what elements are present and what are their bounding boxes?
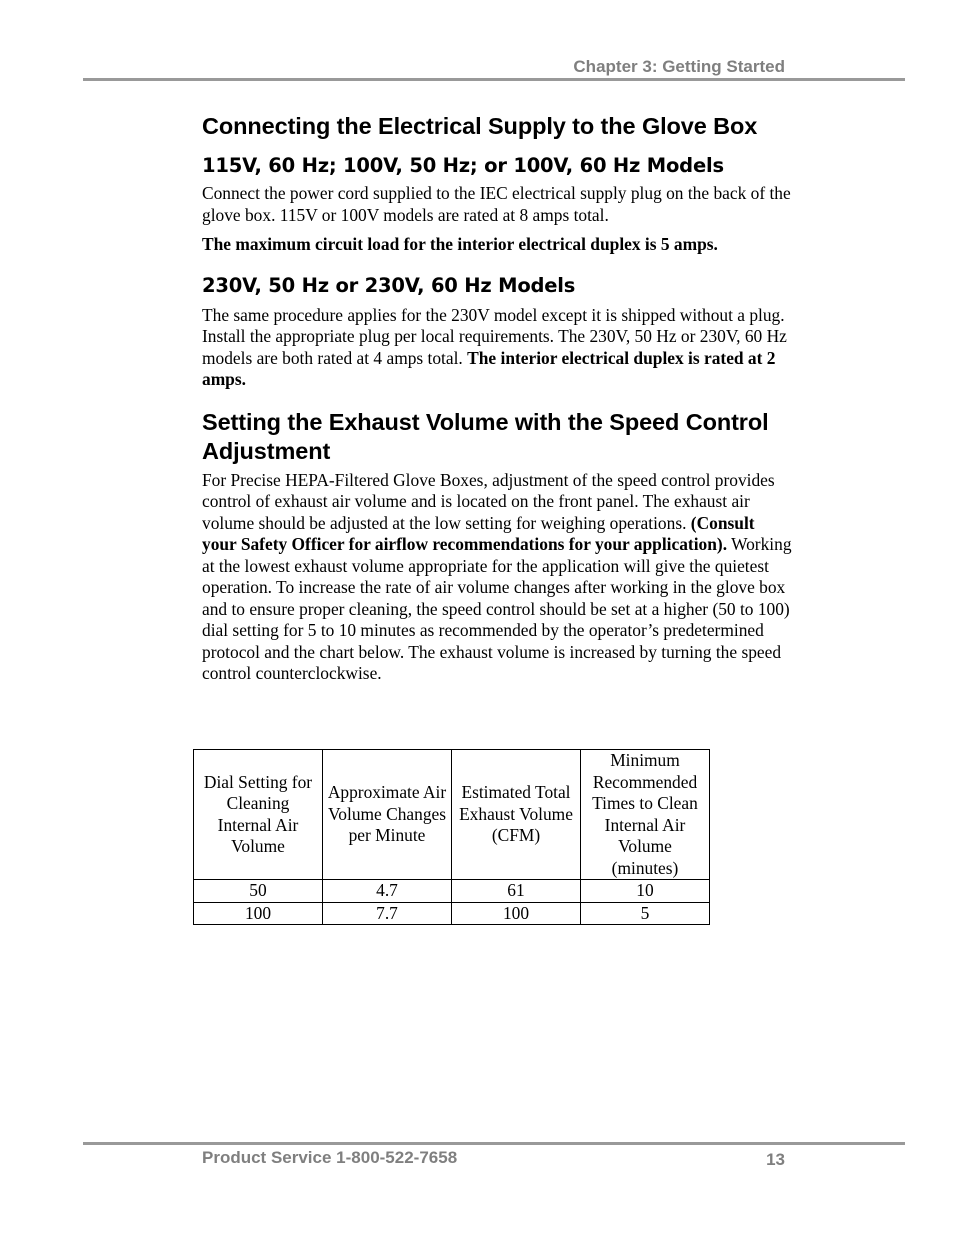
main-content	[202, 108, 792, 685]
product-service-phone: Product Service 1-800-522-7658	[202, 1148, 458, 1167]
paragraph-exhaust-b: Working at the lowest exhaust volume appropriate for the application will give the quietest operation. To increase the rate of air volume changes after working in the glove box and to ensure proper cleaning, the speed control should be set at a higher (50 to 100) dial setting for 5 to 10 minutes as recommended by the operator’s predetermined protocol and the chart below. The exhaust volume is increased by turning the speed control counterclockwise.	[202, 534, 792, 683]
section-title-electrical: Connecting the Electrical Supply to the Glove Box	[202, 113, 758, 139]
paragraph-230v	[202, 305, 792, 391]
footer-rule	[83, 1142, 905, 1145]
table-header-cell: Minimum Recommended Times to Clean Internal Air Volume (minutes)	[581, 750, 710, 880]
section-title-exhaust: Setting the Exhaust Volume with the Speed Control Adjustment	[202, 408, 769, 464]
table-header-cell: Estimated Total Exhaust Volume (CFM)	[452, 750, 581, 880]
subsection-title-115v: 115V, 60 Hz; 100V, 50 Hz; or 100V, 60 Hz Models	[202, 154, 724, 177]
table-row	[194, 880, 710, 903]
paragraph-exhaust	[202, 470, 792, 685]
paragraph-exhaust-a: For Precise HEPA-Filtered Glove Boxes, adjustment of the speed control provides control of exhaust air volume and is located on the front panel. The exhaust air volume should be adjusted at the low setting for weighing operations.	[202, 469, 775, 533]
paragraph-230v-bold: The interior electrical duplex is rated at 2 amps.	[202, 347, 776, 389]
table-header-cell: Dial Setting for Cleaning Internal Air Volume	[194, 750, 323, 880]
table-cell: 4.7	[323, 880, 452, 903]
table-cell: 50	[194, 880, 323, 903]
table-cell: 100	[452, 902, 581, 925]
table-header-cell: Approximate Air Volume Changes per Minute	[323, 750, 452, 880]
table-header-row	[194, 750, 710, 880]
chapter-header: Chapter 3: Getting Started	[573, 57, 785, 76]
table-cell: 5	[581, 902, 710, 925]
paragraph-230v-text: The same procedure applies for the 230V model except it is shipped without a plug. Install the appropriate plug per local requirements. The 230V, 50 Hz or 230V, 60 Hz models are both rated at 4 amps total.	[202, 304, 787, 368]
table-cell: 61	[452, 880, 581, 903]
paragraph-max-load: The maximum circuit load for the interior electrical duplex is 5 amps.	[202, 234, 718, 254]
table-cell: 7.7	[323, 902, 452, 925]
paragraph-115v: Connect the power cord supplied to the IEC electrical supply plug on the back of the glove box. 115V or 100V models are rated at 8 amps total.	[202, 183, 791, 225]
paragraph-exhaust-bold: (Consult your Safety Officer for airflow recommendations for your application).	[202, 512, 755, 554]
table-cell: 10	[581, 880, 710, 903]
table-row	[194, 902, 710, 925]
subsection-title-230v: 230V, 50 Hz or 230V, 60 Hz Models	[202, 273, 576, 297]
page-number: 13	[766, 1150, 785, 1169]
header-rule	[83, 78, 905, 81]
table-cell: 100	[194, 902, 323, 925]
exhaust-table	[193, 749, 710, 925]
